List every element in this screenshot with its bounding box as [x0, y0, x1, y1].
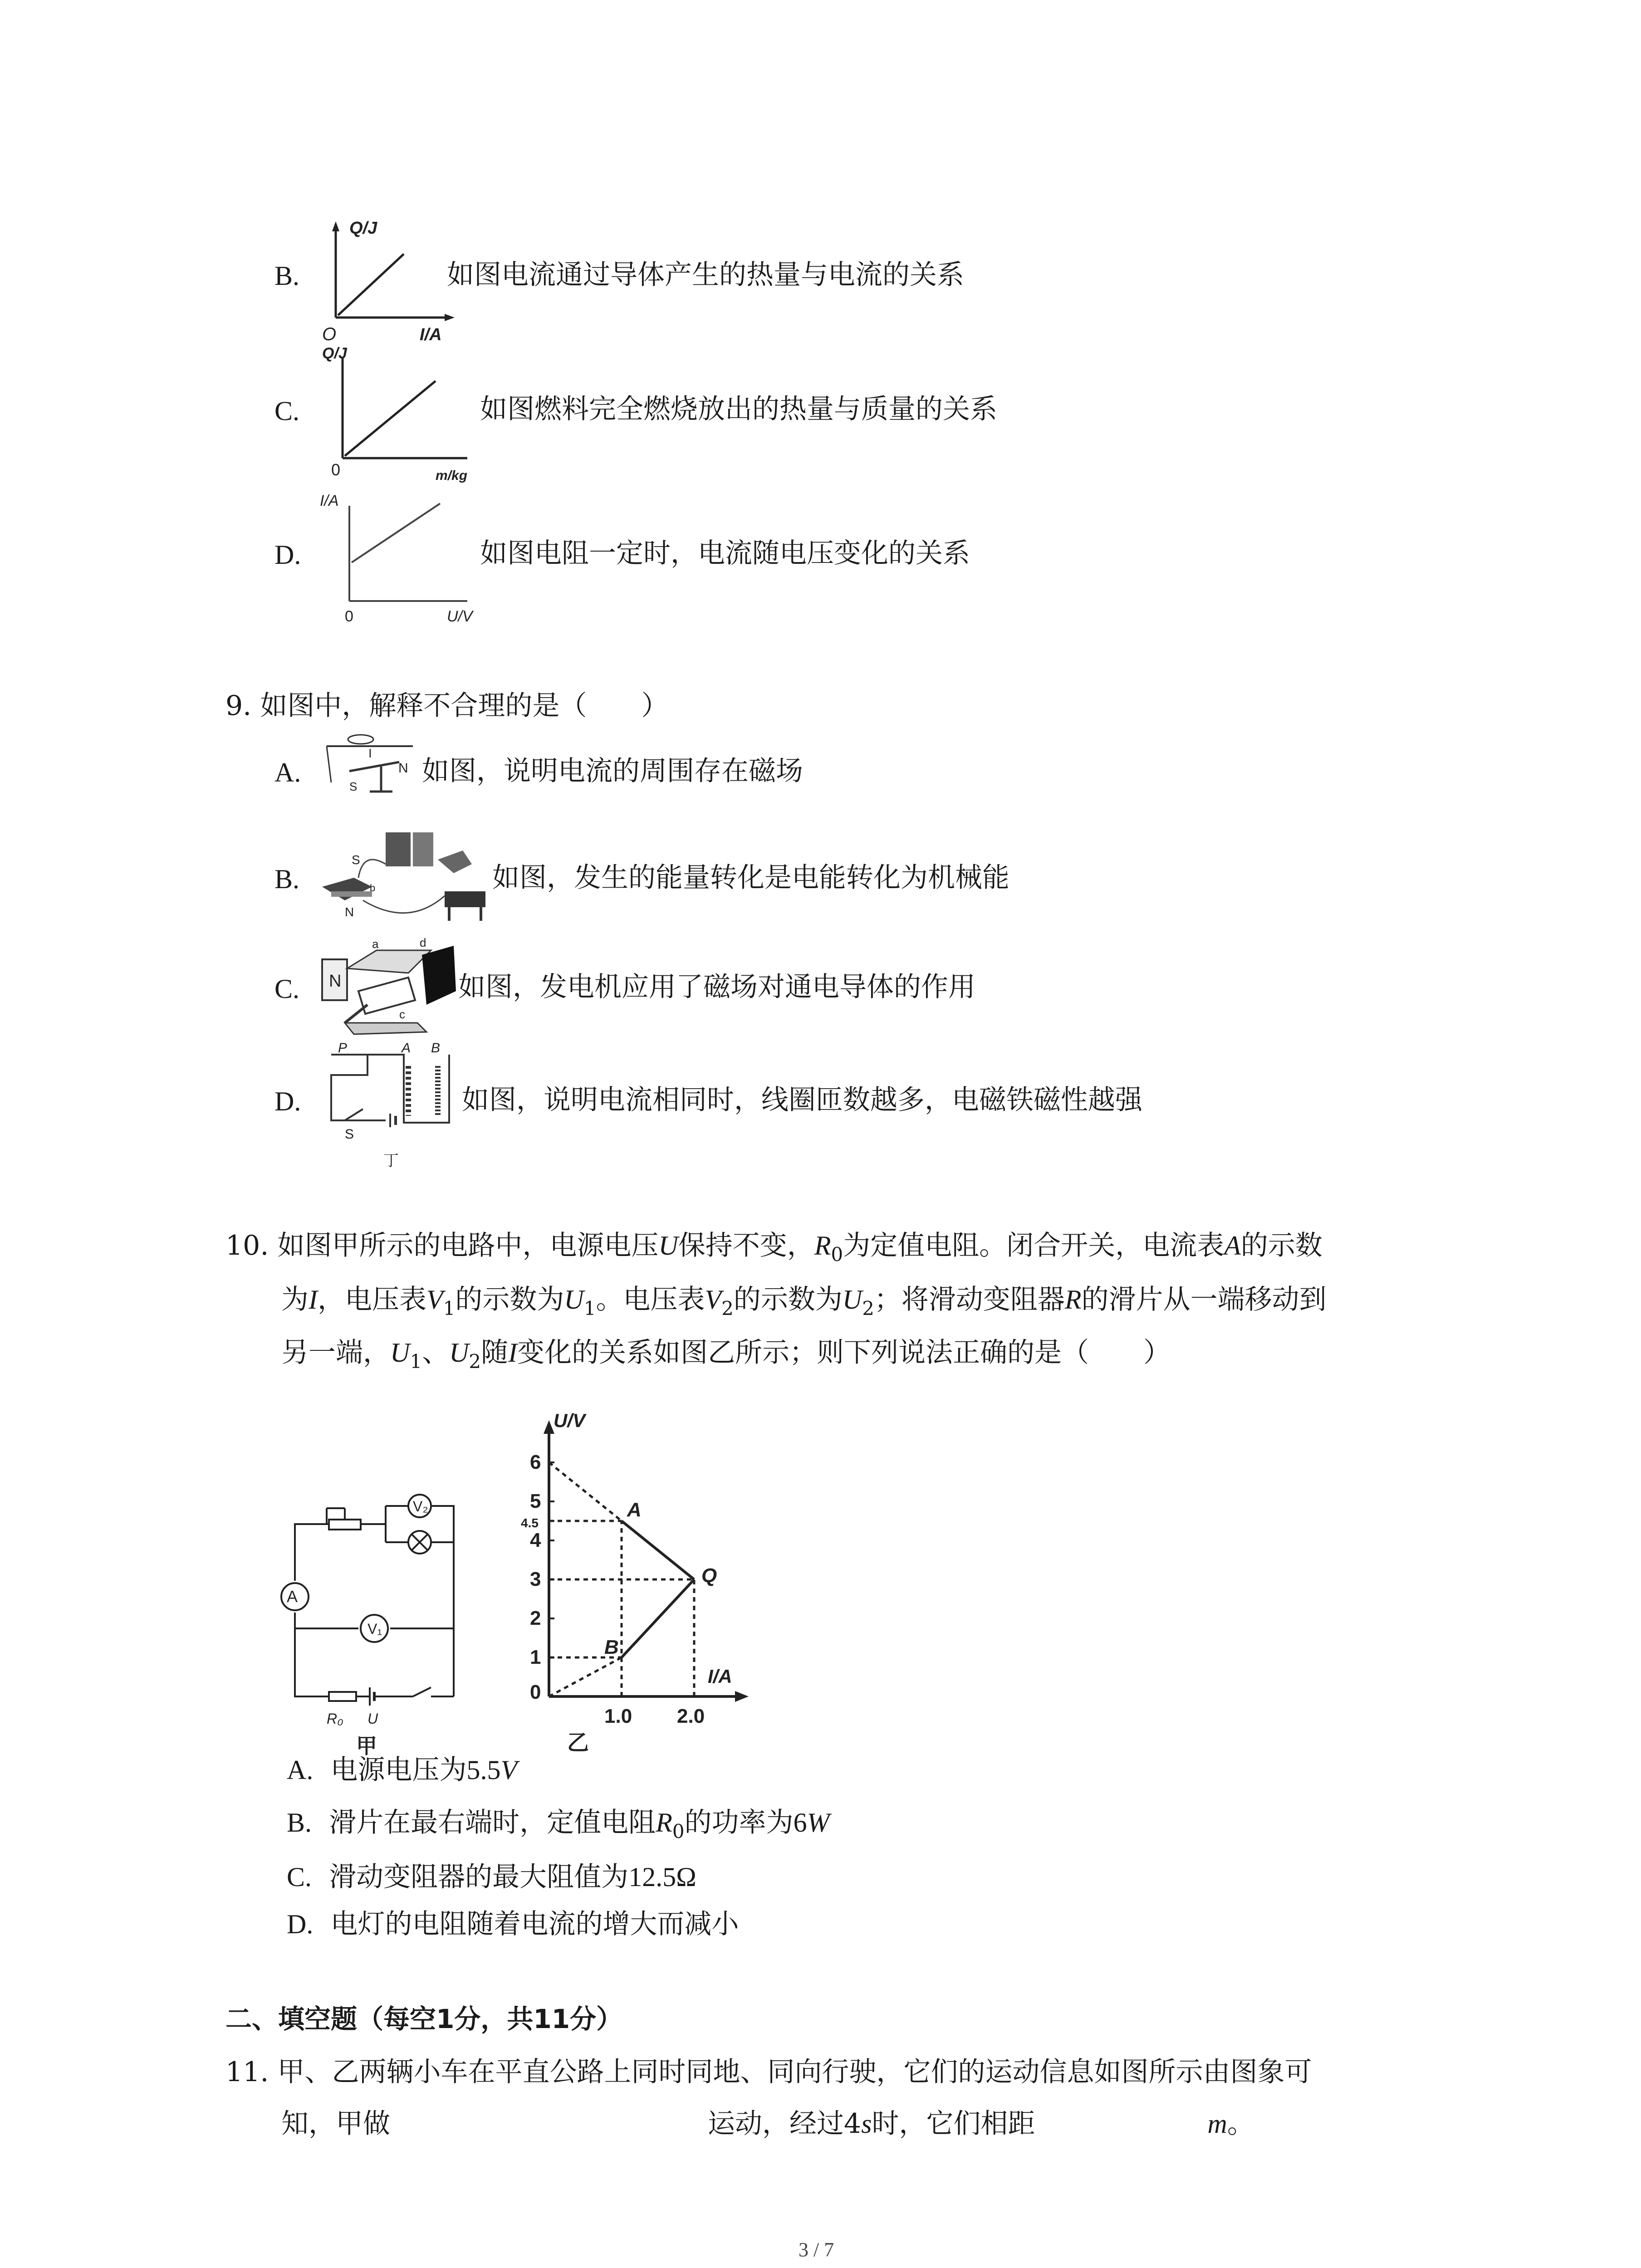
- q9-b-n-label: N: [345, 905, 354, 919]
- q9-c-a-label: a: [372, 937, 379, 951]
- q10-option-b-value: 6: [793, 1808, 807, 1838]
- q10-text: 另一端，: [281, 1337, 390, 1369]
- q9-option-a-label: A.: [274, 758, 301, 787]
- y-axis-arrow: [544, 1420, 554, 1434]
- y-tick-label: 4.5: [521, 1516, 539, 1530]
- q10-sub-2: 2: [862, 1297, 874, 1320]
- q9-c-c-label: c: [399, 1007, 405, 1021]
- q8-c-graph: [318, 345, 481, 481]
- q10-circuit-u-label: U: [367, 1711, 378, 1727]
- q9-d-p-label: P: [338, 1041, 348, 1056]
- q10-text: 的滑片从一端移动到: [1081, 1284, 1327, 1315]
- q10-option-c: [287, 1863, 696, 1891]
- q10-text: 、: [422, 1337, 450, 1369]
- q9-stem: 9. 如图中，解释不合理的是（ ）: [225, 690, 669, 722]
- q10-sub-0: 0: [831, 1243, 843, 1266]
- q10-text: 的示数为: [455, 1284, 564, 1315]
- q10-var-v: V: [705, 1285, 722, 1315]
- q10-line-3: [281, 1339, 1171, 1371]
- x-axis-arrow: [735, 1691, 749, 1702]
- chart-caption: 乙: [567, 1731, 589, 1755]
- point-label-b: B: [604, 1636, 619, 1658]
- q10-ui-chart: [495, 1410, 785, 1760]
- q9-option-a-text: 如图，说明电流的周围存在磁场: [422, 755, 803, 787]
- q10-option-b-text2: 的功率为: [684, 1807, 794, 1838]
- q10-option-a-value: 5.5: [466, 1755, 501, 1785]
- q8-b-ylabel: Q/J: [349, 219, 377, 238]
- q10-text: 为定值电阻。闭合开关，电流表: [843, 1230, 1225, 1261]
- series-line: [622, 1521, 694, 1579]
- q9-a-s-label: S: [349, 780, 358, 793]
- x-tick-label: 2.0: [677, 1705, 705, 1727]
- q10-var-u: U: [390, 1338, 410, 1368]
- q10-text: ；将滑动变阻器: [874, 1284, 1065, 1315]
- y-tick-label: 4: [530, 1529, 541, 1551]
- q9-d-a-label: A: [402, 1041, 411, 1056]
- q8-option-c-label: C.: [274, 396, 300, 426]
- q10-circuit-v2-label: V₂: [413, 1498, 428, 1515]
- series-line: [622, 1579, 694, 1657]
- q10-option-b-symbol: R: [656, 1808, 672, 1838]
- q10-var-i: I: [508, 1338, 518, 1368]
- x-axis-label: I/A: [708, 1666, 732, 1687]
- x-tick-label: 1.0: [604, 1705, 632, 1727]
- q9-option-d-label: D.: [274, 1086, 301, 1116]
- q8-d-graph: [318, 492, 481, 628]
- point-label-q: Q: [701, 1564, 717, 1587]
- q11-text: 。: [1227, 2108, 1254, 2140]
- q10-line-1: [225, 1232, 1323, 1264]
- q9-c-d-label: d: [420, 936, 426, 949]
- q11-var-m: m: [1207, 2109, 1227, 2139]
- q10-circuit-r0-label: R₀: [327, 1711, 343, 1727]
- q10-option-a: [287, 1756, 517, 1784]
- q10-text: 保持不变，: [678, 1230, 814, 1261]
- q10-sub-1: 1: [583, 1297, 596, 1320]
- q10-option-b: [287, 1809, 830, 1841]
- q11-line-2: [281, 2108, 1254, 2140]
- q10-var-u: U: [658, 1231, 678, 1261]
- q9-d-figure: [318, 1041, 463, 1173]
- q9-d-s-label: S: [345, 1127, 354, 1142]
- y-tick-label: 3: [530, 1568, 541, 1590]
- q10-option-b-unit: W: [807, 1808, 830, 1838]
- q10-var-u: U: [449, 1338, 469, 1368]
- q10-option-a-label: A.: [287, 1755, 314, 1785]
- q8-option-d-text: 如图电阻一定时，电流随电压变化的关系: [480, 538, 970, 569]
- q9-c-figure: [318, 937, 463, 1041]
- q10-text: 的示数: [1240, 1230, 1323, 1261]
- q8-d-ylabel: I/A: [320, 492, 339, 509]
- q9-c-n-label: N: [329, 972, 342, 991]
- q8-option-b-label: B.: [274, 261, 300, 291]
- q10-circuit-diagram: [277, 1498, 495, 1760]
- q9-option-b-label: B.: [274, 864, 300, 894]
- dashed-guide-line: [549, 1657, 622, 1696]
- q8-d-xlabel: U/V: [447, 608, 473, 625]
- q10-option-c-label: C.: [287, 1862, 312, 1892]
- q10-var-u: U: [564, 1285, 584, 1315]
- q9-option-c-text: 如图，发电机应用了磁场对通电导体的作用: [458, 971, 975, 1003]
- q10-option-b-text: 滑片在最右端时，定值电阻: [329, 1807, 656, 1838]
- q8-c-origin: 0: [331, 460, 341, 479]
- q9-option-c-label: C.: [274, 974, 300, 1004]
- y-tick-label: 2: [530, 1607, 541, 1629]
- q10-option-d-text: 电灯的电阻随着电流的增大而减小: [330, 1908, 739, 1940]
- q9-d-b-label: B: [431, 1041, 441, 1056]
- q10-sub-1: 1: [410, 1350, 422, 1373]
- q9-b-s-label: S: [352, 853, 360, 867]
- q10-circuit-caption: 甲: [356, 1734, 377, 1758]
- q9-a-n-label: N: [398, 761, 408, 776]
- q8-b-xlabel: I/A: [420, 325, 442, 344]
- q10-option-a-text: 电源电压为: [330, 1754, 467, 1786]
- q10-option-a-unit: V: [500, 1755, 518, 1785]
- q10-sub-2: 2: [469, 1350, 481, 1373]
- q10-text: 10. 如图甲所示的电路中，电源电压: [225, 1230, 659, 1261]
- q9-option-b-text: 如图，发生的能量转化是电能转化为机械能: [492, 862, 1009, 894]
- q10-option-c-text: 滑动变阻器的最大阻值为: [329, 1861, 629, 1893]
- q10-circuit-v1-label: V₁: [367, 1621, 382, 1637]
- q9-d-caption: 丁: [383, 1152, 399, 1169]
- q11-text: 时，它们相距: [872, 2108, 1035, 2140]
- q10-option-d: [287, 1908, 739, 1940]
- q8-b-origin: O: [322, 324, 337, 344]
- q10-option-c-value: 12.5Ω: [628, 1862, 696, 1892]
- q10-sub-2: 2: [721, 1297, 734, 1320]
- y-tick-label: 0: [530, 1681, 541, 1703]
- q9-b-figure: [318, 823, 495, 928]
- dashed-guide-line: [549, 1462, 622, 1521]
- q10-text: 的示数为: [733, 1284, 843, 1315]
- q10-text: 随: [481, 1337, 509, 1369]
- y-tick-label: 5: [530, 1490, 541, 1512]
- q8-c-xlabel: m/kg: [436, 468, 468, 483]
- point-label-a: A: [627, 1499, 642, 1521]
- q10-sub-1: 1: [443, 1297, 456, 1320]
- q8-c-ylabel: Q/J: [322, 345, 347, 362]
- y-tick-label: 1: [530, 1646, 541, 1668]
- q11-text: 运动，经过4: [708, 2108, 862, 2140]
- q10-var-a: A: [1224, 1231, 1241, 1261]
- y-axis-label: U/V: [554, 1410, 586, 1431]
- q11-line-1: 11. 甲、乙两辆小车在平直公路上同时同地、同向行驶，它们的运动信息如图所示由图象可: [225, 2056, 1312, 2088]
- section-title-fill-in: 二、填空题（每空1分，共11分）: [225, 2004, 623, 2034]
- q10-var-r: R: [814, 1231, 831, 1261]
- q10-option-b-label: B.: [287, 1808, 312, 1838]
- q8-option-b-text: 如图电流通过导体产生的热量与电流的关系: [447, 259, 964, 291]
- q9-a-figure: [318, 728, 422, 801]
- q8-option-d-label: D.: [274, 540, 301, 570]
- q8-b-graph: [313, 218, 463, 349]
- q8-d-origin: 0: [345, 608, 353, 625]
- q11-var-s: s: [861, 2109, 872, 2139]
- q10-text: 为: [281, 1284, 309, 1315]
- q10-circuit-ammeter-label: A: [287, 1587, 298, 1606]
- q9-a-current-label: I: [368, 746, 372, 760]
- q10-text: ，电压表: [317, 1284, 426, 1315]
- q10-var-v: V: [426, 1285, 443, 1315]
- q10-line-2: [281, 1286, 1327, 1318]
- q10-option-b-sub: 0: [672, 1820, 685, 1843]
- q10-var-u: U: [842, 1285, 862, 1315]
- page-number: 3 / 7: [798, 2239, 834, 2261]
- q10-text: 。电压表: [596, 1284, 705, 1315]
- q10-option-d-label: D.: [287, 1909, 314, 1939]
- q8-option-c-text: 如图燃料完全燃烧放出的热量与质量的关系: [480, 393, 997, 425]
- y-tick-label: 6: [530, 1451, 541, 1473]
- q10-text: 变化的关系如图乙所示；则下列说法正确的是（ ）: [517, 1337, 1171, 1369]
- q10-var-r: R: [1064, 1285, 1082, 1315]
- q11-text: 知，甲做: [281, 2108, 390, 2140]
- q10-var-i: I: [309, 1285, 318, 1315]
- q9-option-d-text: 如图，说明电流相同时，线圈匝数越多，电磁铁磁性越强: [462, 1084, 1142, 1116]
- q9-b-b-label: b: [370, 882, 376, 894]
